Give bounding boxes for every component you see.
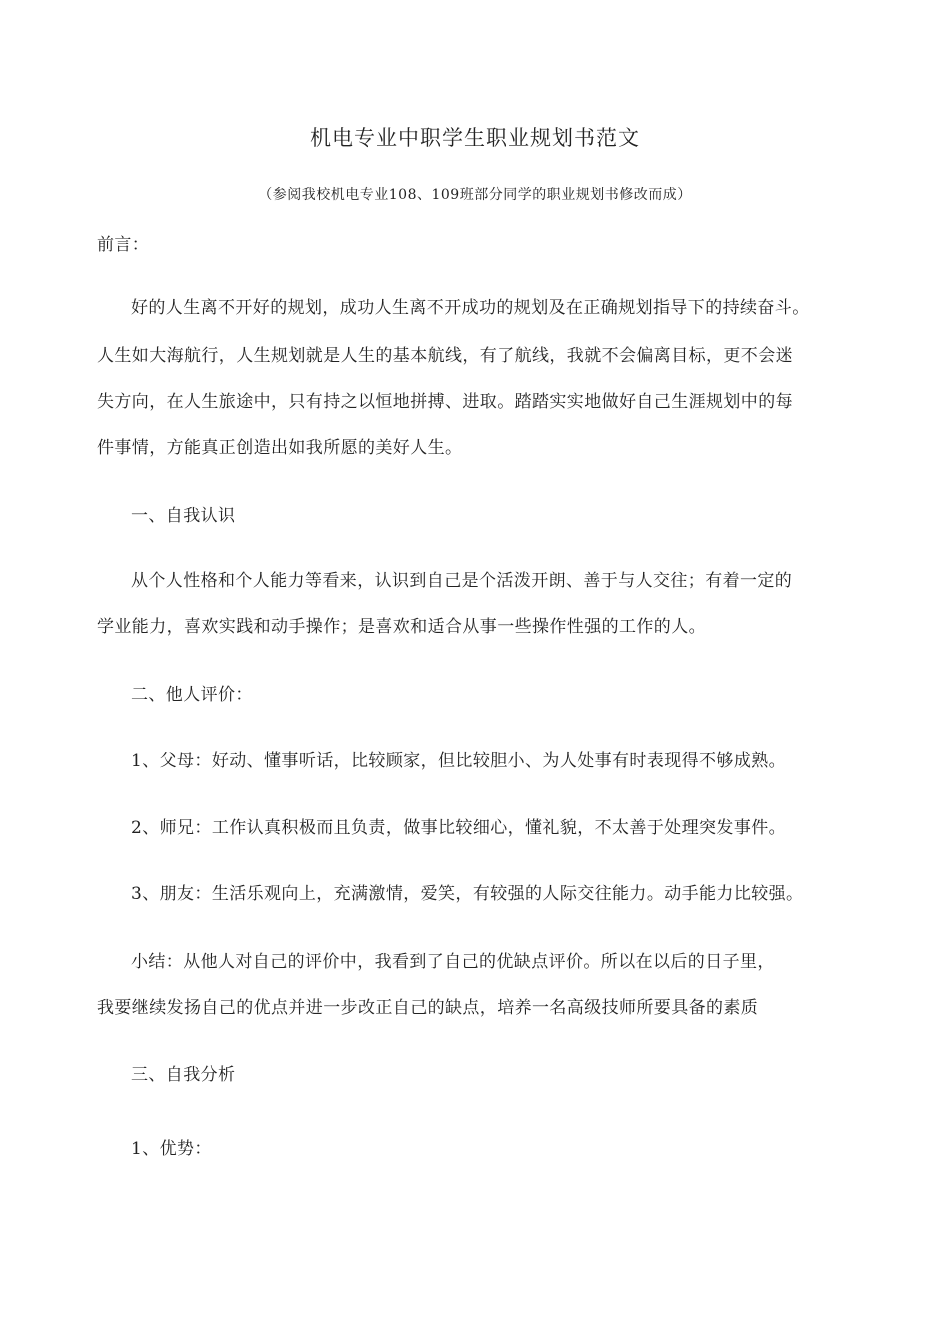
section2-heading: 二、他人评价： xyxy=(131,685,253,705)
document-title: 机电专业中职学生职业规划书范文 xyxy=(310,126,640,150)
section3-heading: 三、自我分析 xyxy=(131,1065,236,1085)
section2-summary-line-1: 小结：从他人对自己的评价中，我看到了自己的优缺点评价。所以在以后的日子里， xyxy=(131,952,775,972)
section2-summary-line-2: 我要继续发扬自己的优点并进一步改正自己的缺点，培养一名高级技师所要具备的素质 xyxy=(97,998,759,1018)
section1-line-2: 学业能力，喜欢实践和动手操作；是喜欢和适合从事一些操作性强的工作的人。 xyxy=(97,617,706,637)
section3-sub1: 1、优势： xyxy=(131,1139,212,1159)
intro-line-1: 好的人生离不开好的规划，成功人生离不开成功的规划及在正确规划指导下的持续奋斗。 xyxy=(131,298,810,318)
intro-line-3: 失方向，在人生旅途中，只有持之以恒地拼搏、进取。踏踏实实地做好自己生涯规划中的每 xyxy=(97,392,793,412)
section1-line-1: 从个人性格和个人能力等看来，认识到自己是个活泼开朗、善于与人交往；有着一定的 xyxy=(131,571,793,591)
intro-line-4: 件事情，方能真正创造出如我所愿的美好人生。 xyxy=(97,438,463,458)
intro-line-2: 人生如大海航行，人生规划就是人生的基本航线，有了航线，我就不会偏离目标，更不会迷 xyxy=(97,346,793,366)
section2-item-2: 2、师兄：工作认真积极而且负责，做事比较细心，懂礼貌，不太善于处理突发事件。 xyxy=(131,818,787,838)
section2-item-1: 1、父母：好动、懂事听话，比较顾家，但比较胆小、为人处事有时表现得不够成熟。 xyxy=(131,751,787,771)
section2-item-3: 3、朋友：生活乐观向上，充满激情，爱笑，有较强的人际交往能力。动手能力比较强。 xyxy=(131,884,804,904)
preface-label: 前言： xyxy=(97,235,150,255)
document-subtitle: （参阅我校机电专业108、109班部分同学的职业规划书修改而成） xyxy=(258,187,692,203)
section1-heading: 一、自我认识 xyxy=(131,506,236,526)
